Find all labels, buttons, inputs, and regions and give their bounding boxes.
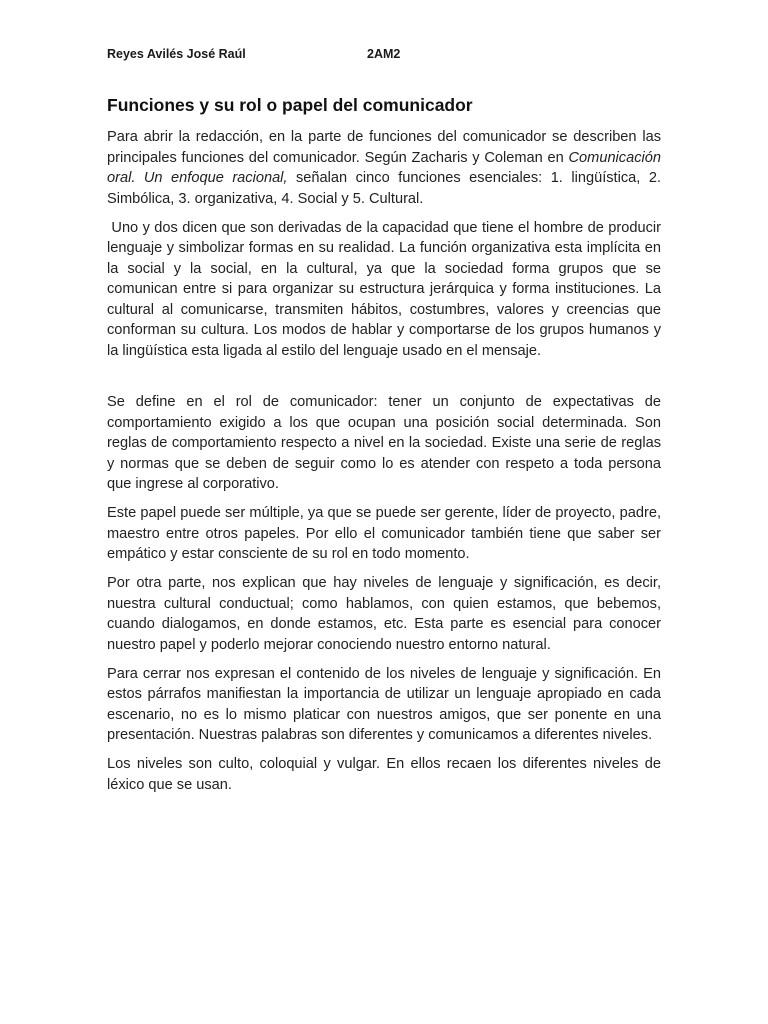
document-header	[107, 47, 661, 65]
paragraph-2: Uno y dos dicen que son derivadas de la capacidad que tiene el hombre de producir lenguaje y simbolizar formas en su realidad. La función organizativa esta implícita en la social y la social, en la cultural, ya que la sociedad forma grupos que se comunican entre si para organizar su estructura jerárquica y forma instituciones. La cultural al comunicarse, transmiten hábitos, costumbres, valores y creencias que conforman su cultura. Los modos de hablar y comportarse de los grupos humanos y la lingüística esta ligada al estilo del lenguaje usado en el mensaje.	[107, 219, 661, 359]
paragraph-6: Para cerrar nos expresan el contenido de los niveles de lenguaje y significación. En estos párrafos manifiestan la importancia de utilizar un lenguaje apropiado en cada escenario, no es lo mismo platicar con nuestros amigos, que ser ponente en una presentación. Nuestras palabras son diferentes y comunicamos a diferentes niveles.	[107, 665, 661, 743]
paragraph-5: Por otra parte, nos explican que hay niveles de lenguaje y significación, es decir, nuestra cultural conductual; como hablamos, con quien estamos, que bebemos, cuando dialogamos, en donde estamos, etc. Esta parte es esencial para conocer nuestro papel y poderlo mejorar conociendo nuestro entorno natural.	[107, 575, 661, 653]
paragraph-1-text-start: Para abrir la redacción, en la parte de funciones del comunicador se describen las principales funciones del comunicador. Según Zacharis y Coleman en	[107, 129, 661, 166]
paragraph-3: Se define en el rol de comunicador: tener un conjunto de expectativas de comportamiento exigido a los que ocupan una posición social determinada. Son reglas de comportamiento respecto a nivel en la sociedad. Existe una serie de reglas y normas que se deben de seguir como lo es atender con respeto a toda persona que ingrese al corporativo.	[107, 394, 661, 492]
document-body	[107, 127, 661, 804]
paragraph-1	[107, 127, 661, 209]
paragraph-1-text-end: señalan cinco funciones esenciales: 1. lingüística, 2. Simbólica, 3. organizativa, 4. Social y 5. Cultural.	[107, 170, 661, 207]
author-name: Reyes Avilés José Raúl	[107, 47, 246, 61]
book-title-italic: Comunicación oral. Un enfoque racional,	[107, 149, 661, 186]
paragraph-7: Los niveles son culto, coloquial y vulgar. En ellos recaen los diferentes niveles de léxico que se usan.	[107, 756, 661, 793]
document-title: Funciones y su rol o papel del comunicador	[107, 95, 473, 115]
paragraph-4: Este papel puede ser múltiple, ya que se puede ser gerente, líder de proyecto, padre, maestro entre otros papeles. Por ello el comunicador también tiene que saber ser empático y estar consciente de su rol en todo momento.	[107, 505, 661, 562]
group-code: 2AM2	[367, 47, 401, 61]
